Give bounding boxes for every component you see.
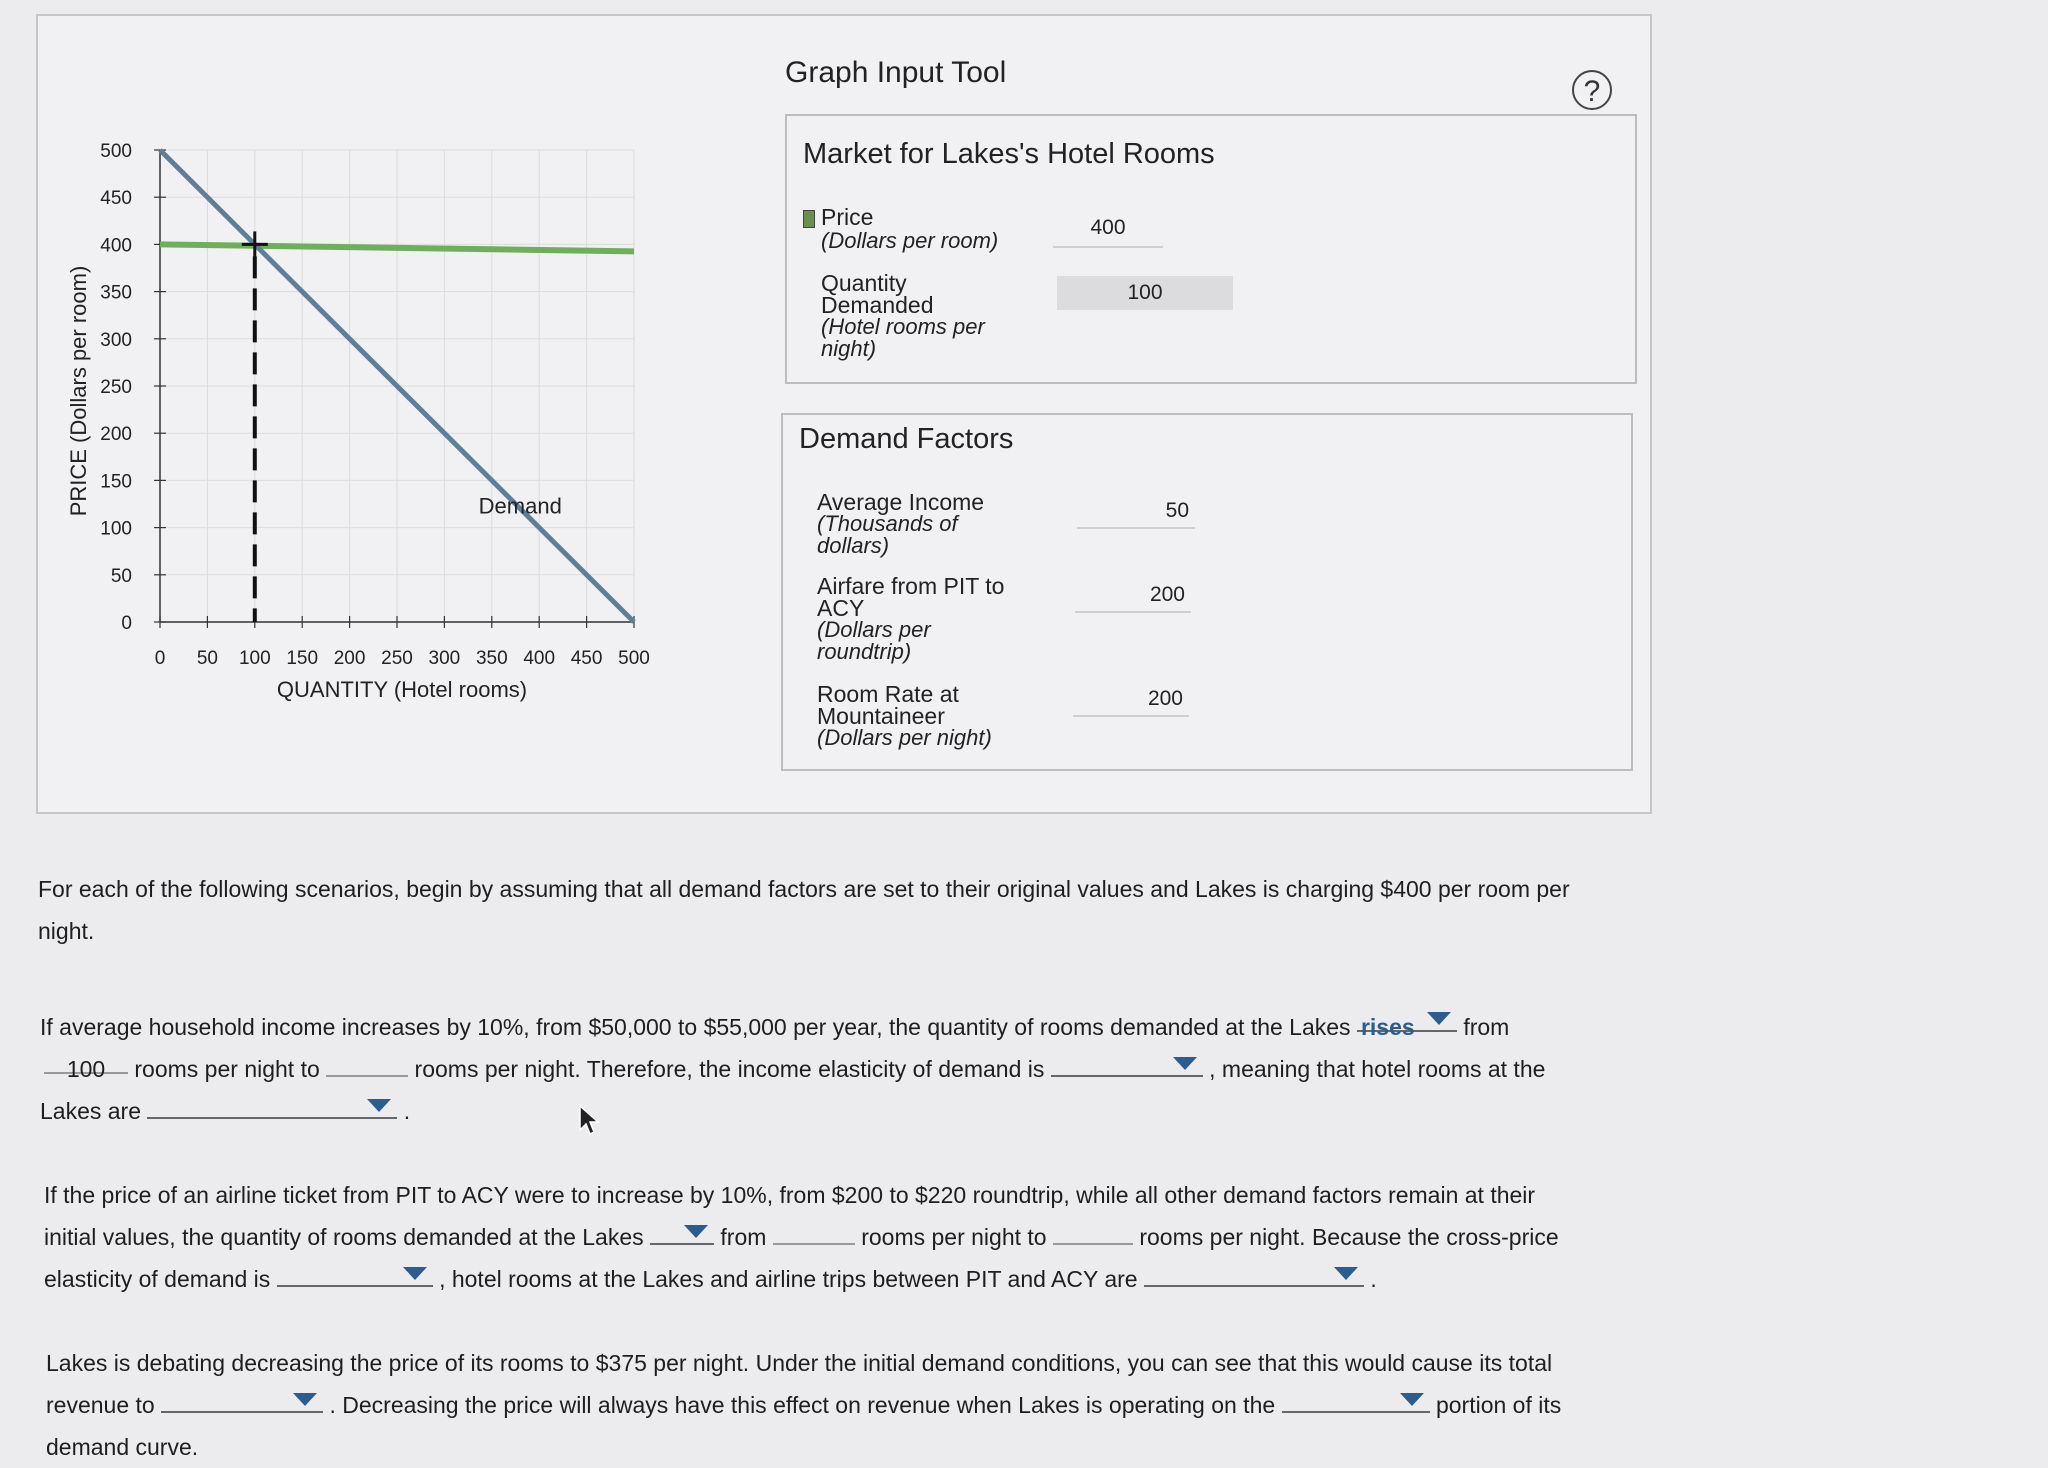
airfare-label-1: Airfare from PIT to bbox=[817, 573, 1005, 599]
chevron-down-icon bbox=[367, 1099, 391, 1112]
y-tick-label: 150 bbox=[100, 471, 132, 493]
q3-text-e: demand curve. bbox=[46, 1434, 199, 1460]
x-tick-label: 300 bbox=[428, 648, 461, 669]
x-tick-label: 100 bbox=[238, 648, 271, 669]
intro-text bbox=[38, 868, 1738, 952]
quantity-unit-2: night) bbox=[821, 336, 877, 361]
q1-to-input[interactable] bbox=[326, 1051, 408, 1077]
chevron-down-icon bbox=[1427, 1012, 1451, 1025]
mouse-cursor-icon bbox=[578, 1104, 600, 1136]
q1-text-d: rooms per night. Therefore, the income elasticity of demand is bbox=[414, 1056, 1045, 1082]
x-tick-label: 50 bbox=[196, 648, 218, 669]
x-tick-label: 150 bbox=[286, 648, 319, 669]
x-tick-label: 450 bbox=[570, 648, 603, 669]
question-revenue bbox=[46, 1342, 1746, 1468]
y-axis-title: PRICE (Dollars per room) bbox=[66, 265, 91, 517]
room-rate-input[interactable]: 200 bbox=[1073, 687, 1189, 717]
q2-text-g: , hotel rooms at the Lakes and airline trips between PIT and ACY are bbox=[439, 1266, 1138, 1292]
quantity-demanded-value: 100 bbox=[1057, 276, 1233, 310]
intro-line-1: For each of the following scenarios, begin by assuming that all demand factors are set to their original values and Lakes is charging $400 per room per bbox=[38, 876, 1570, 902]
room-rate-label-1: Room Rate at bbox=[817, 681, 959, 707]
q3-text-c: . Decreasing the price will always have this effect on revenue when Lakes is operating on the bbox=[329, 1392, 1276, 1418]
y-tick-label: 50 bbox=[110, 565, 132, 587]
price-line bbox=[160, 244, 634, 251]
quantity-label-1: Quantity bbox=[821, 270, 907, 296]
airfare-label-2: ACY bbox=[817, 595, 865, 621]
income-input[interactable]: 50 bbox=[1077, 499, 1195, 529]
income-unit-1: (Thousands of bbox=[817, 511, 958, 536]
q1-from-field[interactable]: 100 bbox=[44, 1048, 128, 1074]
y-tick-label: 250 bbox=[100, 377, 132, 398]
q2-text-e: rooms per night. Because the cross-price bbox=[1139, 1224, 1559, 1250]
y-tick-label: 0 bbox=[121, 613, 132, 634]
q3-text-a: Lakes is debating decreasing the price of its rooms to $375 per night. Under the initial demand conditions, you can see that this would cause its total bbox=[46, 1350, 1553, 1376]
price-input[interactable]: 400 bbox=[1053, 216, 1163, 248]
demand-factors-panel bbox=[781, 413, 1633, 771]
chevron-down-icon bbox=[293, 1393, 317, 1406]
intro-line-2: night. bbox=[38, 918, 95, 944]
q1-direction-selected: rises bbox=[1360, 1014, 1415, 1040]
q2-text-h: . bbox=[1370, 1266, 1377, 1292]
q1-text-e: , meaning that hotel rooms at the bbox=[1209, 1056, 1546, 1082]
y-tick-label: 300 bbox=[100, 329, 132, 351]
airfare-input[interactable]: 200 bbox=[1075, 583, 1191, 613]
q1-text-g: . bbox=[403, 1098, 411, 1124]
q2-elasticity-dropdown[interactable] bbox=[277, 1261, 433, 1287]
airfare-unit-2: roundtrip) bbox=[817, 639, 912, 664]
q2-text-a: If the price of an airline ticket from PIT to ACY were to increase by 10%, from $200 to $220 roundtrip, while all other demand factors remain at their bbox=[44, 1182, 1536, 1208]
quantity-label-2: Demanded bbox=[821, 292, 934, 318]
q3-text-b: revenue to bbox=[46, 1392, 155, 1418]
q2-text-c: from bbox=[720, 1224, 767, 1250]
q2-text-b: initial values, the quantity of rooms demanded at the Lakes bbox=[44, 1224, 644, 1250]
y-tick-label: 500 bbox=[100, 141, 132, 162]
q2-text-d: rooms per night to bbox=[861, 1224, 1047, 1250]
market-panel bbox=[785, 114, 1637, 384]
q1-text-c: rooms per night to bbox=[134, 1056, 320, 1082]
y-tick-label: 450 bbox=[100, 188, 132, 210]
q1-text-f: Lakes are bbox=[40, 1098, 142, 1124]
y-tick-label: 200 bbox=[100, 424, 132, 446]
airfare-unit-1: (Dollars per bbox=[817, 617, 931, 642]
q1-text-b: from bbox=[1463, 1014, 1510, 1040]
y-tick-label: 350 bbox=[100, 282, 132, 304]
x-tick-label: 0 bbox=[154, 648, 166, 669]
question-income bbox=[40, 1006, 1740, 1132]
q2-from-input[interactable] bbox=[773, 1219, 855, 1245]
demand-curve-label: Demand bbox=[478, 493, 562, 519]
y-tick-label: 100 bbox=[100, 518, 132, 540]
q2-direction-dropdown[interactable] bbox=[650, 1219, 714, 1245]
x-tick-label: 350 bbox=[475, 648, 508, 669]
q1-text-a: If average household income increases by 10%, from $50,000 to $55,000 per year, the quantity of rooms demanded at the Lakes bbox=[40, 1014, 1351, 1040]
q1-good-type-dropdown[interactable] bbox=[147, 1093, 397, 1119]
q2-to-input[interactable] bbox=[1053, 1219, 1133, 1245]
x-tick-label: 200 bbox=[333, 648, 366, 669]
demand-chart[interactable] bbox=[0, 0, 700, 760]
price-handle-icon bbox=[803, 210, 815, 228]
q1-elasticity-dropdown[interactable] bbox=[1051, 1051, 1203, 1077]
q3-text-d: portion of its bbox=[1435, 1392, 1562, 1418]
q1-direction-dropdown[interactable] bbox=[1357, 1006, 1457, 1040]
tool-title: Graph Input Tool bbox=[785, 56, 1007, 89]
q3-revenue-dropdown[interactable] bbox=[161, 1387, 323, 1413]
income-unit-2: dollars) bbox=[817, 533, 890, 558]
income-label: Average Income bbox=[817, 489, 985, 515]
quantity-unit-1: (Hotel rooms per bbox=[821, 314, 985, 339]
chevron-down-icon bbox=[684, 1225, 708, 1238]
question-airfare bbox=[44, 1174, 1744, 1300]
q2-relationship-dropdown[interactable] bbox=[1144, 1261, 1364, 1287]
q2-text-f: elasticity of demand is bbox=[44, 1266, 271, 1292]
price-unit: (Dollars per room) bbox=[821, 228, 999, 253]
demand-factors-title: Demand Factors bbox=[799, 423, 1014, 455]
chevron-down-icon bbox=[1334, 1267, 1358, 1280]
room-rate-unit: (Dollars per night) bbox=[817, 725, 992, 750]
price-label: Price bbox=[821, 204, 874, 230]
y-tick-label: 400 bbox=[100, 235, 132, 257]
x-tick-label: 400 bbox=[523, 648, 556, 669]
chevron-down-icon bbox=[1173, 1057, 1197, 1070]
room-rate-label-2: Mountaineer bbox=[817, 703, 945, 729]
chevron-down-icon bbox=[403, 1267, 427, 1280]
chevron-down-icon bbox=[1400, 1393, 1424, 1406]
question-icon[interactable]: ? bbox=[1572, 70, 1612, 110]
x-tick-label: 250 bbox=[381, 648, 413, 669]
q3-portion-dropdown[interactable] bbox=[1282, 1387, 1430, 1413]
x-tick-label: 500 bbox=[618, 648, 650, 669]
x-axis-title: QUANTITY (Hotel rooms) bbox=[276, 677, 528, 702]
market-panel-title: Market for Lakes's Hotel Rooms bbox=[803, 138, 1215, 170]
